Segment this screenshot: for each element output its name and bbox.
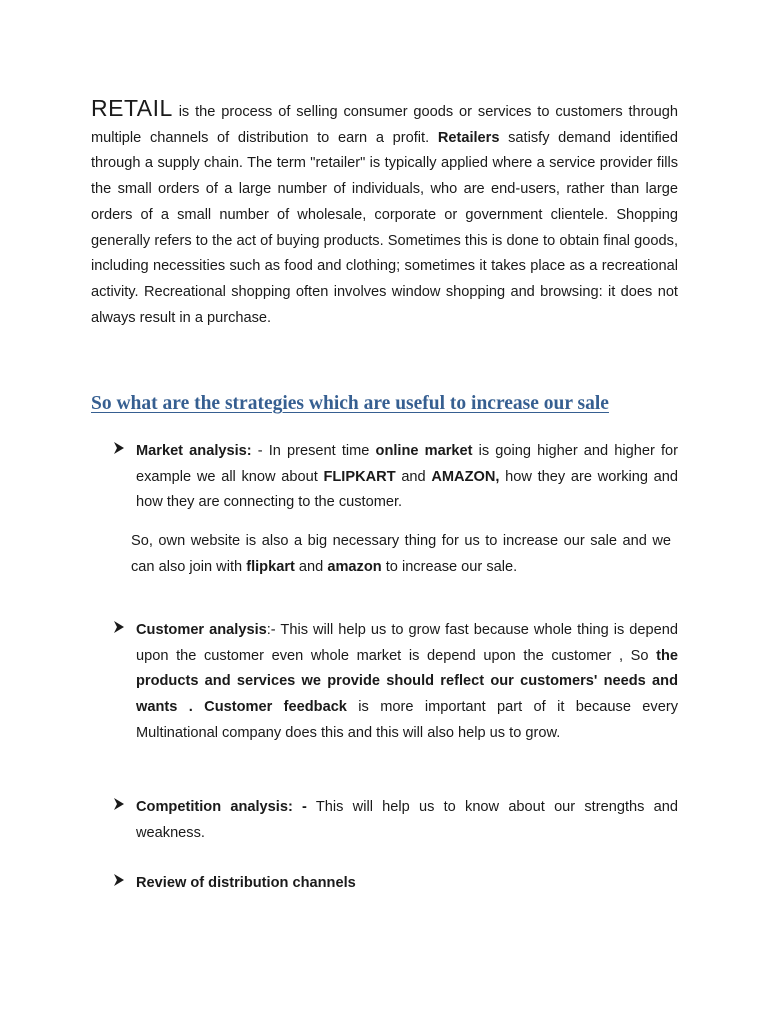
bullet-distribution-review xyxy=(112,871,678,897)
market-analysis-text xyxy=(136,439,678,516)
market-text-2: is going higher and higher for example we all know about xyxy=(136,443,678,485)
strategies-heading: So what are the strategies which are useful to increase our sale xyxy=(91,393,609,414)
amazon-lower-term: amazon xyxy=(327,559,382,575)
flipkart-term: FLIPKART xyxy=(323,468,396,485)
customer-text-2 xyxy=(193,699,204,715)
bullet-competition-analysis xyxy=(112,795,678,846)
distribution-review-text xyxy=(136,871,678,897)
arrowhead-bullet-icon xyxy=(112,873,126,887)
customer-text-1: :- This will help us to grow fast because whole thing is depend upon the customer even whole market is depend upon the customer , So xyxy=(136,622,678,664)
followup-text-1: So, own website is also a big necessary thing for us to increase our sale and we can also join with xyxy=(131,533,671,575)
arrowhead-bullet-icon xyxy=(112,797,126,811)
followup-text-3: to increase our sale. xyxy=(381,559,518,575)
flipkart-lower-term: flipkart xyxy=(246,559,295,575)
bullet-market-analysis xyxy=(112,439,678,516)
market-analysis-label: Market analysis: xyxy=(136,443,252,459)
intro-text-1: is the process of selling consumer goods or services to customers through multiple channels of distribution to earn a profit. xyxy=(91,104,678,146)
market-text-3: and xyxy=(395,468,432,485)
arrowhead-bullet-icon xyxy=(112,441,126,455)
customer-analysis-text xyxy=(136,618,678,747)
customer-feedback-term: Customer feedback xyxy=(204,699,347,716)
market-text-1: - In present time xyxy=(251,443,376,459)
customer-text-3: is more important part of it because every Multinational company does this and this will also help us to grow. xyxy=(136,699,678,741)
amazon-term: AMAZON, xyxy=(431,468,500,485)
followup-text-2: and xyxy=(294,559,328,575)
competition-analysis-text xyxy=(136,795,678,846)
intro-text-2: satisfy demand identified through a supply chain. The term "retailer" is typically applied where a service provider fills the small orders of a large number of individuals, who are end-users, rather than large orders of a small number of wholesale, corporate or government clientele. Shopping generally refers to the act of buying products. Sometimes this is done to obtain final goods, including necessities such as food and clothing; sometimes it takes place as a recreational activity. Recreational shopping often involves window shopping and browsing: it does not always result in a purchase. xyxy=(91,129,678,326)
market-followup-paragraph xyxy=(131,528,671,580)
retail-intro-paragraph xyxy=(91,96,678,331)
competition-analysis-label: Competition analysis: - xyxy=(136,799,307,815)
customer-analysis-label: Customer analysis xyxy=(136,622,267,638)
distribution-review-label: Review of distribution channels xyxy=(136,875,356,891)
arrowhead-bullet-icon xyxy=(112,620,126,634)
bullet-customer-analysis xyxy=(112,618,678,747)
retail-lead-word: RETAIL xyxy=(91,95,173,121)
competition-text-1: This will help us to know about our strengths and weakness. xyxy=(136,799,678,841)
products-services-phrase: the products and services we provide should reflect our customers' needs and wants . xyxy=(136,647,678,716)
market-text-4: how they are working and how they are connecting to the customer. xyxy=(136,468,679,511)
retailers-term: Retailers xyxy=(437,129,500,146)
online-market-term: online market xyxy=(375,443,473,459)
